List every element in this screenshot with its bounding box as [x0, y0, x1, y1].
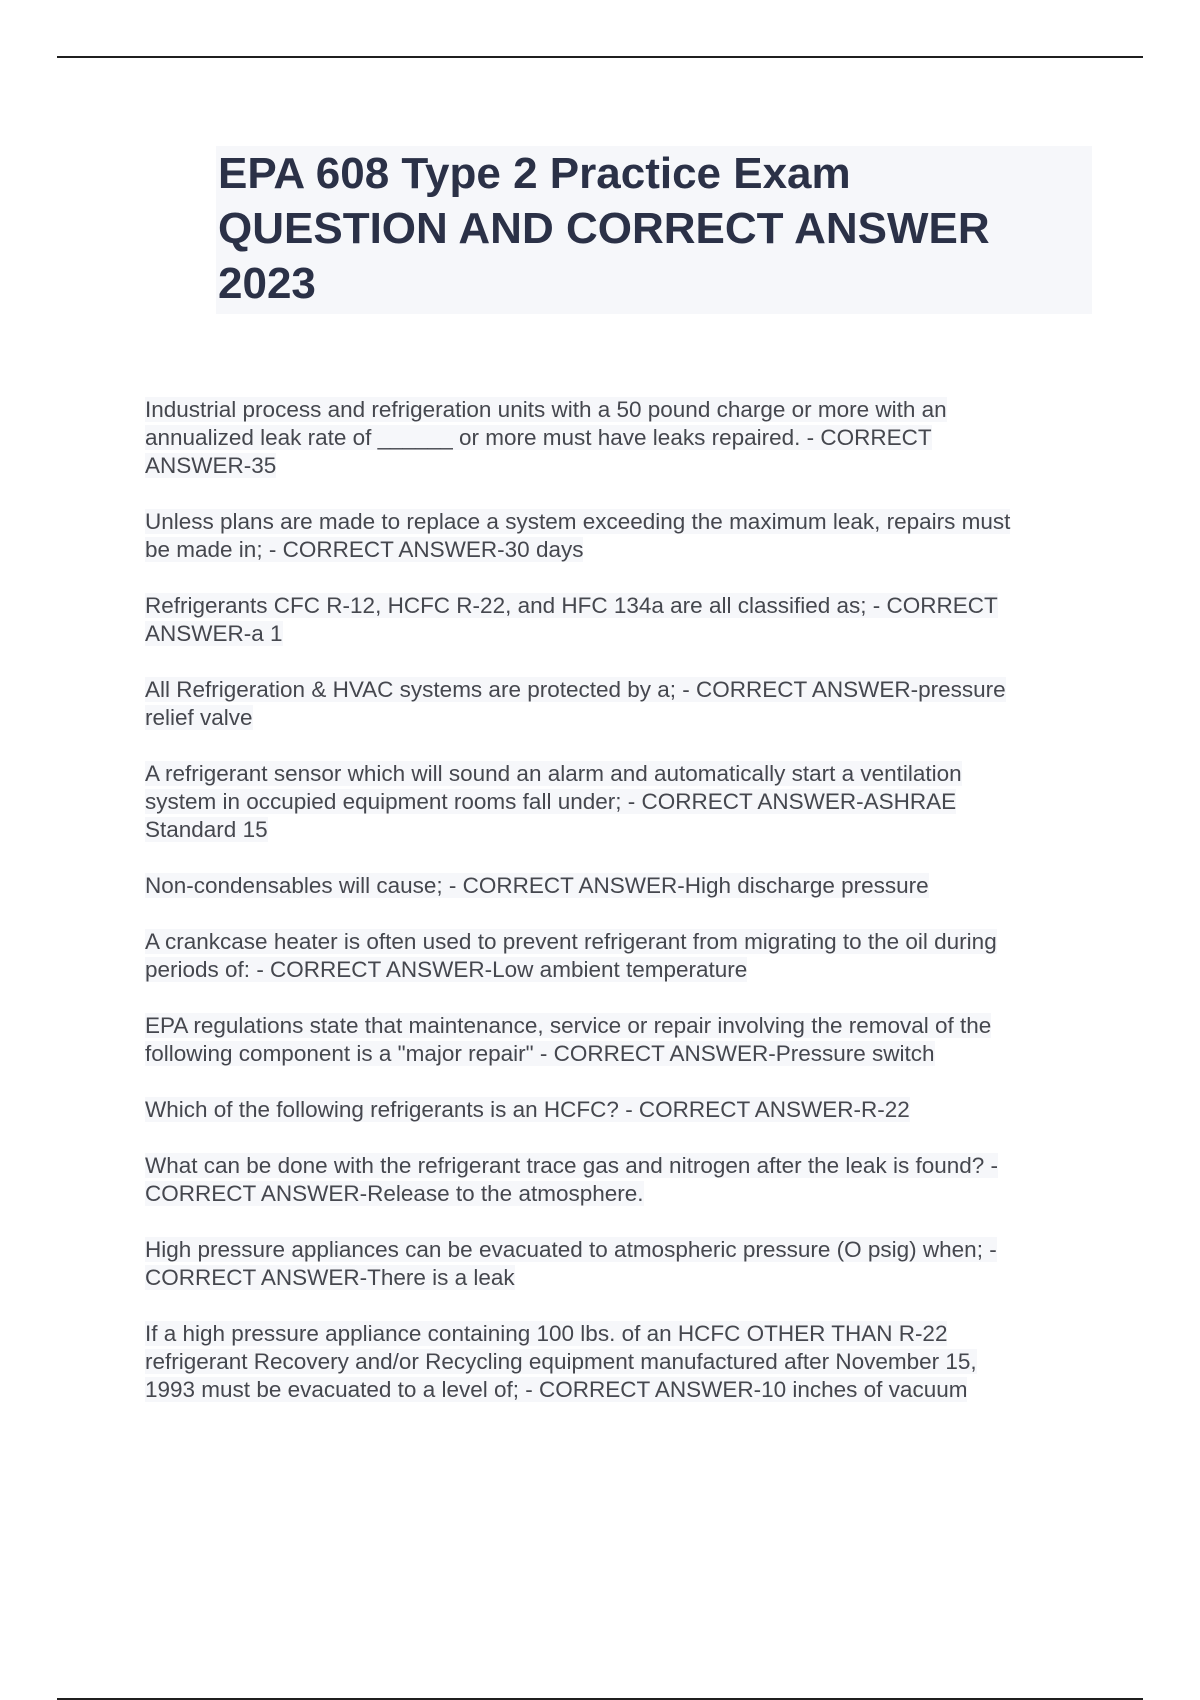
qa-line	[145, 452, 1085, 480]
qa-line	[145, 816, 1085, 844]
qa-line-text: Industrial process and refrigeration units with a 50 pound charge or more with an	[145, 397, 947, 422]
qa-line	[145, 760, 1085, 788]
qa-item	[145, 592, 1085, 648]
qa-line-text: A refrigerant sensor which will sound an alarm and automatically start a ventilation	[145, 761, 962, 786]
qa-line-text: What can be done with the refrigerant trace gas and nitrogen after the leak is found? -	[145, 1153, 999, 1178]
qa-line	[145, 872, 1085, 900]
qa-line-text: CORRECT ANSWER-There is a leak	[145, 1265, 515, 1290]
qa-item	[145, 396, 1085, 480]
qa-line-text: Non-condensables will cause; - CORRECT ANSWER-High discharge pressure	[145, 873, 929, 898]
qa-line-text: following component is a "major repair" - CORRECT ANSWER-Pressure switch	[145, 1041, 935, 1066]
qa-line	[145, 1180, 1085, 1208]
qa-line-text: CORRECT ANSWER-Release to the atmosphere.	[145, 1181, 644, 1206]
qa-line-text: Unless plans are made to replace a system exceeding the maximum leak, repairs must	[145, 509, 1011, 534]
qa-line	[145, 1040, 1085, 1068]
qa-line-text: be made in; - CORRECT ANSWER-30 days	[145, 537, 584, 562]
qa-line-text: Which of the following refrigerants is an HCFC? - CORRECT ANSWER-R-22	[145, 1097, 910, 1122]
qa-line-text: If a high pressure appliance containing 100 lbs. of an HCFC OTHER THAN R-22	[145, 1321, 948, 1346]
qa-line-text: ANSWER-a 1	[145, 621, 283, 646]
qa-line-text: annualized leak rate of ______ or more must have leaks repaired. - CORRECT	[145, 425, 932, 450]
qa-item	[145, 508, 1085, 564]
qa-line-text: periods of: - CORRECT ANSWER-Low ambient temperature	[145, 957, 748, 982]
question-answer-list	[145, 396, 1085, 1432]
qa-item	[145, 1236, 1085, 1292]
qa-line-text: A crankcase heater is often used to prevent refrigerant from migrating to the oil during	[145, 929, 997, 954]
qa-line-text: All Refrigeration & HVAC systems are protected by a; - CORRECT ANSWER-pressure	[145, 677, 1006, 702]
qa-line	[145, 508, 1085, 536]
qa-line	[145, 1264, 1085, 1292]
title-line-1: EPA 608 Type 2 Practice Exam	[218, 149, 851, 198]
qa-item	[145, 1320, 1085, 1404]
qa-line	[145, 424, 1085, 452]
qa-item	[145, 1096, 1085, 1124]
qa-line	[145, 592, 1085, 620]
qa-line	[145, 1096, 1085, 1124]
qa-line	[145, 956, 1085, 984]
qa-line-text: Refrigerants CFC R-12, HCFC R-22, and HFC 134a are all classified as; - CORRECT	[145, 593, 998, 618]
qa-line	[145, 928, 1085, 956]
top-rule	[57, 56, 1143, 58]
qa-line-text: EPA regulations state that maintenance, service or repair involving the removal of the	[145, 1013, 992, 1038]
qa-line-text: 1993 must be evacuated to a level of; - CORRECT ANSWER-10 inches of vacuum	[145, 1377, 968, 1402]
qa-line	[145, 1376, 1085, 1404]
title-line-2: QUESTION AND CORRECT ANSWER	[218, 204, 990, 253]
qa-line	[145, 396, 1085, 424]
qa-line	[145, 788, 1085, 816]
qa-line-text: Standard 15	[145, 817, 268, 842]
qa-line	[145, 1320, 1085, 1348]
qa-line-text: relief valve	[145, 705, 253, 730]
title-line-3: 2023	[218, 259, 316, 308]
qa-item	[145, 760, 1085, 844]
qa-item	[145, 872, 1085, 900]
qa-line	[145, 1348, 1085, 1376]
qa-line-text: ANSWER-35	[145, 453, 277, 478]
qa-line	[145, 1236, 1085, 1264]
qa-line	[145, 536, 1085, 564]
qa-line-text: High pressure appliances can be evacuated to atmospheric pressure (O psig) when; -	[145, 1237, 997, 1262]
qa-item	[145, 676, 1085, 732]
qa-line	[145, 620, 1085, 648]
qa-line	[145, 1152, 1085, 1180]
qa-line	[145, 1012, 1085, 1040]
qa-line	[145, 676, 1085, 704]
qa-line-text: refrigerant Recovery and/or Recycling equipment manufactured after November 15,	[145, 1349, 977, 1374]
qa-item	[145, 1012, 1085, 1068]
document-title	[216, 146, 1092, 314]
qa-item	[145, 1152, 1085, 1208]
qa-line	[145, 704, 1085, 732]
qa-item	[145, 928, 1085, 984]
qa-line-text: system in occupied equipment rooms fall under; - CORRECT ANSWER-ASHRAE	[145, 789, 957, 814]
